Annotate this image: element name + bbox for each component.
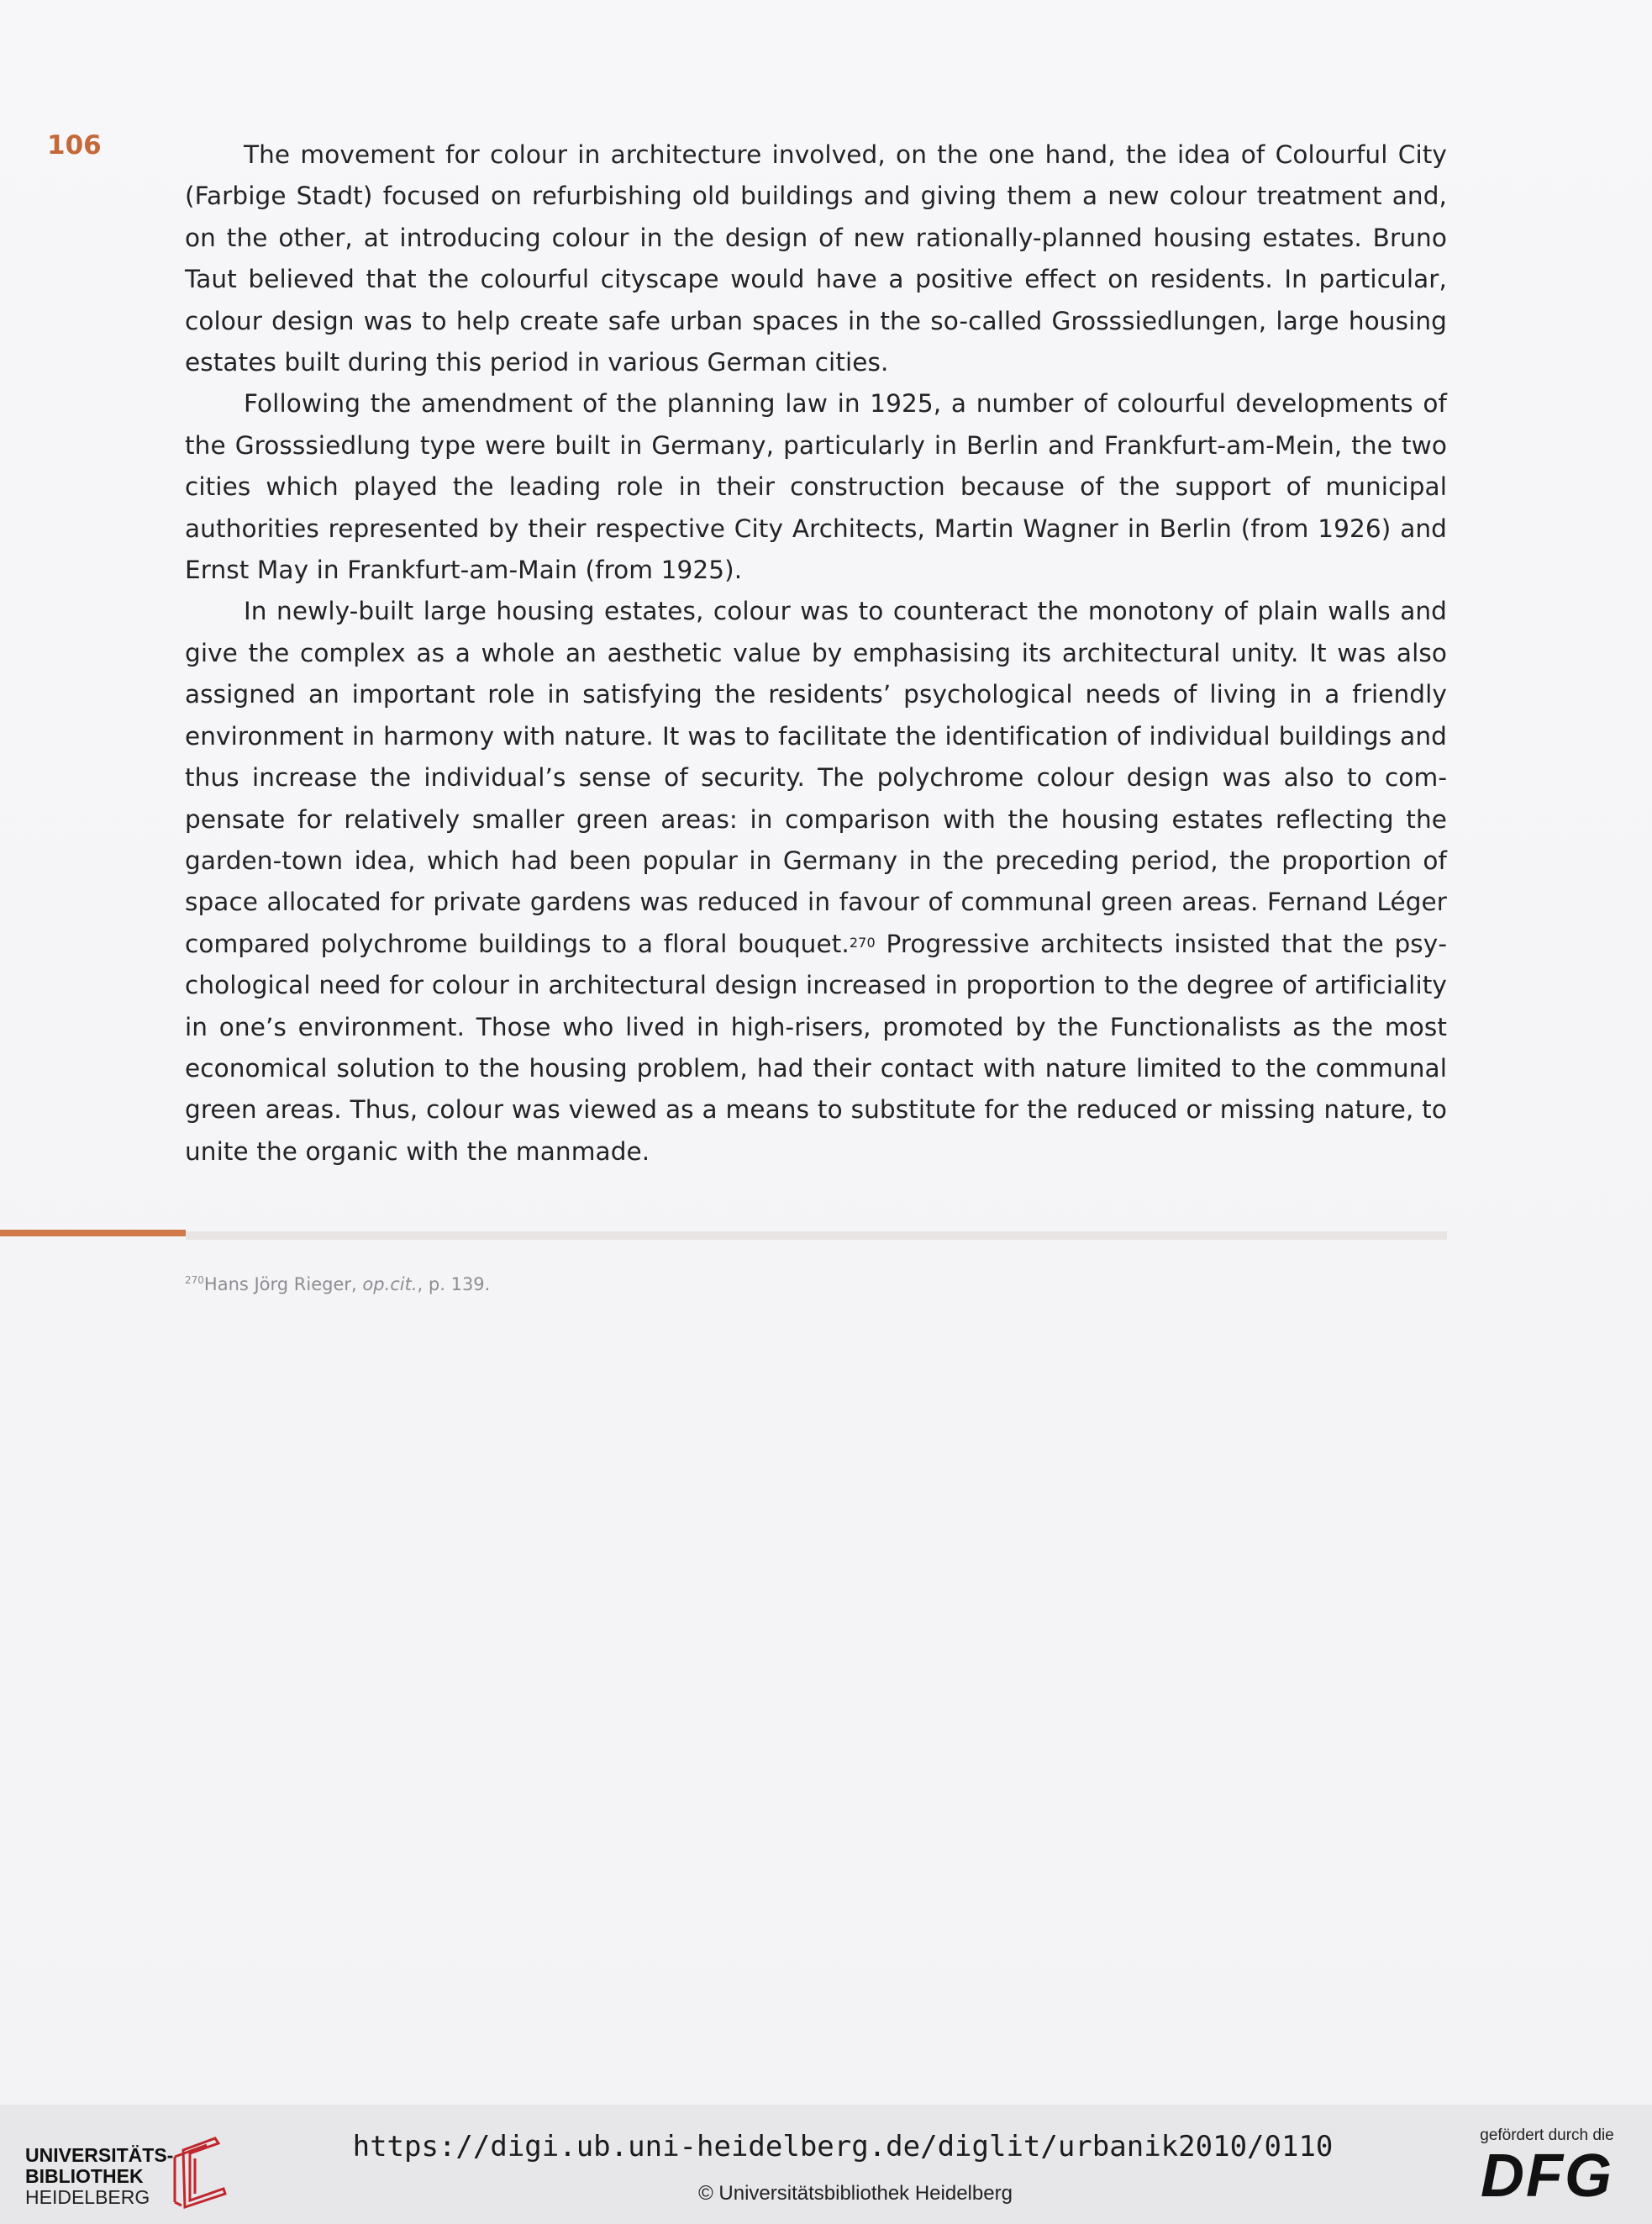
library-name-line-3: HEIDELBERG [25,2186,150,2208]
paragraph-3 [185,591,1447,1173]
footnote-rule-accent [0,1230,186,1236]
viewer-footer [0,2105,1652,2224]
dfg-wordmark: DFG [1481,2142,1613,2210]
library-name-line-2: BIBLIOTHEK [25,2165,144,2187]
copyright-text: © Universitätsbibliothek Heidelberg [698,2182,1013,2205]
paragraph-2: Following the amendment of the planning law in 1925, a number of colourful developments of the Grosssiedlung type were built in Germany, particularly in Berlin and Frankfurt-am-Mein, the two cities which played the leading role in their construction because of the support of municipal authorities represented by their respective City Architects, Martin Wagner in Berlin (from 1926) and Ernst May in Frankfurt-am-Main (from 1925). [185,389,1447,585]
paragraph-1: The movement for colour in architecture involved, on the one hand, the idea of Colourful City (Farbige Stadt) focused on refurbishing old buildings and giving them a new colour treatment and, on the other, at introducing colour in the design of new rationally-planned housing estates. Bruno Taut believed that the colourful cityscape would have a positive effect on residents. In particular, colour design was to help create safe urban spaces in the so-called Grosssiedlungen, large housing estates built during this period in various German cities. [185,140,1447,377]
library-name-line-1: UNIVERSITÄTS- [25,2144,174,2166]
funder-caption: gefördert durch die [1480,2127,1614,2144]
page-number: 106 [47,130,102,161]
footnote-author: Hans Jörg Rieger, [203,1274,363,1294]
paragraph-3-part-1: In newly-built large housing estates, colour was to counteract the monotony of plain walls and give the complex as a whole an aesthetic value by emphasising its architectural unity. It was also assigned an important role in satisfying the residents’ psychological needs of living in a friendly environment in harmony with nature. It was to facilitate the identification of individual buildings and thus increase the individual’s sense of security. The polychrome colour design was also to compensate for relatively smaller green areas: in comparison with the housing estates reflecting the garden-town idea, which had been popular in Germany in the preceding period, the proportion of space allocated for private gardens was reduced in favour of communal green areas. Fernand Léger compared polychrome buildings to a floral bouquet. [185,597,1447,958]
dfg-logo[interactable] [1467,2127,1627,2211]
copyright-notice [0,2182,1652,2206]
document-url-text[interactable]: https://digi.ub.uni-heidelberg.de/diglit/urbanik2010/0110 [352,2130,1334,2163]
footnote-ref: op.cit. [362,1274,418,1294]
footnote-number: 270 [185,1274,204,1286]
footnote-page: , p. 139. [417,1274,491,1294]
footnote [185,1274,490,1294]
footnote-reference[interactable]: 270 [849,934,876,951]
footnote-rule [186,1231,1447,1240]
document-url[interactable] [0,2130,1652,2163]
body-text [185,134,1447,1173]
paragraph-3-part-2: Progressive architects insisted that the psychological need for colour in architectural design increased in proportion to the degree of artificiality in one’s environment. Those who lived in high-risers, promoted by the Functionalists as the most economical solution to the housing problem, had their contact with nature limited to the communal green areas. Thus, colour was viewed as a means to substitute for the reduced or missing nature, to unite the organic with the manmade. [185,929,1447,1166]
